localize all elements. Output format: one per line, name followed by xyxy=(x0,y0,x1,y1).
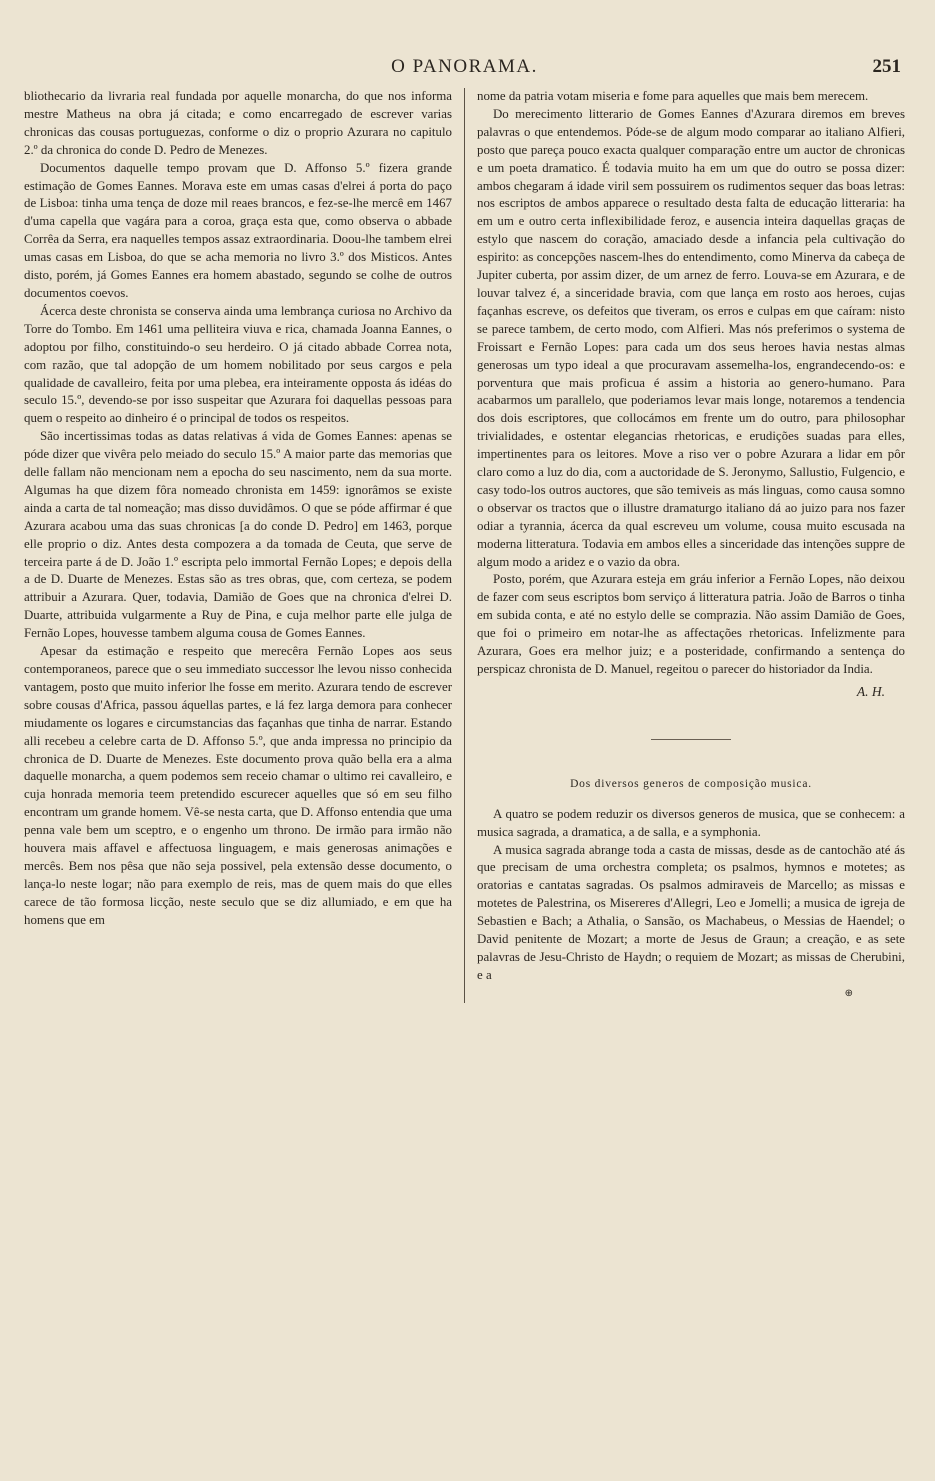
paragraph: bliothecario da livraria real fundada por aquelle monarcha, do que nos informa mestre Matheus na obra já citada; e como encarregado de escrever varias chronicas das cousas portuguezas, conforme o diz o proprio Azurara no capitulo 2.º da chronica do conde D. Pedro de Menezes. xyxy=(24,89,452,157)
section-divider xyxy=(651,739,731,740)
paragraph: São incertissimas todas as datas relativas á vida de Gomes Eannes: apenas se póde dizer que vivêra pelo meiado do seculo 15.º A maior parte das memorias que delle fallam não mencionam nem a epocha do seu nascimento, nem da sua morte. Algumas ha que dizem fôra nomeado chronista em 1459: ignorâmos se existe ainda a carta de tal nomeação; mas disso duvidâmos. O que se póde affirmar é que Azurara acabou uma das suas chronicas [a do conde D. Pedro] em 1463, porque elle proprio o diz. Antes desta compozera a da tomada de Ceuta, que serve de terceira parte á de D. João 1.º escripta pelo immortal Fernão Lopes; e depois della a de D. Duarte de Menezes. Estas são as tres obras, que, com certeza, se podem attribuir a Azurara. Quer, todavia, Damião de Goes que na chronica d'elrei D. Duarte, attribuida vulgarmente a Ruy de Pina, e cuja melhor parte elle julga de Fernão Lopes, houvesse tambem alguma cousa de Gomes Eannes. xyxy=(24,429,452,641)
end-mark: ⊕ xyxy=(844,987,853,999)
paragraph: Ácerca deste chronista se conserva ainda uma lembrança curiosa no Archivo da Torre do Tombo. Em 1461 uma pelliteira viuva e rica, chamada Joanna Eannes, o adoptou por filho, constituindo-o seu herdeiro. O já citado abbade Correa nota, com razão, que tal adopção de um homem nobilitado por seus cargos e pela qualidade de cavalleiro, feita por uma plebea, era inteiramente opposta ás idéas do seculo 15.º, devendo-se por isso suspeitar que Azurara foi daquellas pessoas para quem o respeito ao dinheiro é o principal de todos os respeitos. xyxy=(24,303,452,426)
paragraph: A musica sagrada abrange toda a casta de missas, desde as de cantochão até ás que precisam de uma orchestra completa; os psalmos, hymnos e motetes; as oratorias e cantatas sagradas. Os psalmos admiraveis de Marcello; as missas e motetes de Palestrina, os Misereres d'Allegri, Leo e Jomelli; a musica de igreja de Sebastien e Bach; a Athalia, o Sansão, os Machabeus, o Messias de Haendel; o David penitente de Mozart; a morte de Jesus de Graun; a creação, e as sete palavras de Jesu-Christo de Haydn; o requiem de Mozart; as missas de Cherubini, e a xyxy=(477,842,905,982)
right-column xyxy=(464,88,905,1003)
paragraph: Documentos daquelle tempo provam que D. Affonso 5.º fizera grande estimação de Gomes Eannes. Morava este em umas casas d'elrei á porta do paço de Lisboa: tinha uma tença de doze mil reaes brancos, e fez-se-lhe mercê em 1467 d'uma capella que vagára para a coroa, graça esta que, como observa o abbade Corrêa da Serra, era naquelles tempos assaz extraordinaria. Doou-lhe tambem elrei umas casas em Lisboa, do que se acha memoria no livro 3.º dos Misticos. Antes disto, porém, já Gomes Eannes era homem abastado, segundo se colhe de outros documentos coevos. xyxy=(24,160,452,300)
page-number: 251 xyxy=(872,56,901,77)
paragraph: nome da patria votam miseria e fome para aquelles que mais bem merecem. xyxy=(477,89,869,103)
text-columns xyxy=(24,88,905,1003)
paragraph: Posto, porém, que Azurara esteja em gráu inferior a Fernão Lopes, não deixou de fazer com seus escriptos bom serviço á litteratura patria. João de Barros o tinha em subida conta, e até no estylo delle se comprazia. Não assim Damião de Goes, que foi o primeiro em notar-lhe as affectações rhetoricas. Infelizmente para Azurara, Goes era melhor juiz; e a posteridade, confirmando a sentença do perspicaz chronista de D. Manuel, regeitou o parecer do historiador da India. xyxy=(477,572,905,676)
paragraph: Apesar da estimação e respeito que merecêra Fernão Lopes aos seus contemporaneos, parece que o seu immediato successor lhe levou nisso conhecida vantagem, posto que muito inferior lhe fosse em merito. Azurara tendo de escrever sobre cousas d'Africa, passou áquellas partes, e lá fez larga demora para conhecer miudamente os logares e circumstancias das façanhas que tinha de narrar. Estando alli recebeu a celebre carta de D. Affonso 5.º, que anda impressa no principio da chronica de D. Duarte de Menezes. Este documento prova quão bella era a alma daquelle monarcha, a quem podemos sem receio chamar o ultimo rei cavalleiro, e cuja honrada memoria teem pretendido escurecer aquelles que só em seu filho encontram um grande homem. Vê-se nesta carta, que D. Affonso entendia que uma penna vale bem um sceptro, e o engenho um throno. De irmão para irmão não houvera mais affavel e affectuosa linguagem, e mais generosas animações e mercês. Bem nos pêsa que não seja possivel, pela extensão desse documento, o lança-lo neste logar; não para exemplo de reis, mas de quem mais do que elles carece de tão formosa licção, neste seculo que se diz allumiado, e em que ha homens que em xyxy=(24,644,452,927)
author-signature: A. H. xyxy=(856,683,885,699)
section-heading: Dos diversos generos de composição musica. xyxy=(570,777,812,790)
left-column xyxy=(24,88,464,1003)
paragraph: A quatro se podem reduzir os diversos generos de musica, que se conhecem: a musica sagrada, a dramatica, a de salla, e a symphonia. xyxy=(477,806,905,839)
paragraph: Do merecimento litterario de Gomes Eannes d'Azurara diremos em breves palavras o que entendemos. Póde-se de algum modo comparar ao italiano Alfieri, posto que pareça pouco exacta qualquer comparação entre um auctor de chronicas e um poeta dramatico. É todavia muito ha em um que do outro se possa dizer: ambos chegaram á idade viril sem possuirem os rudimentos sequer das boas letras: nos escriptos de ambos apparece o resultado desta falta de educação litteraria: ha em um e outro certa inflexibilidade feroz, e ausencia inteira daquellas graças de estylo que nascem do coração, amaciado desde a infancia pela cultivação do espirito: as concepções nascem-lhes do entendimento, como Minerva da cabeça de Jupiter cuberta, por assim dizer, de um arnez de ferro. Louva-se em Azurara, e de louvar talvez é, a sinceridade bravia, com que lança em rosto aos heroes, cujas façanhas escreve, os defeitos que tiveram, os erros e culpas em que caíram: nisto se parece tambem, de certo modo, com Alfieri. Mas nós preferimos o systema de Froissart e Fernão Lopes: para cada um dos seus heroes havia nestas almas generosas um typo ideal a que procuravam assemelha-los, engrandecendo-os: e porventura que mais proficua é assim a historia ao genero-humano. Para acabarmos um parallelo, que poderiamos levar mais longe, notaremos a tendencia dos dois escriptores, que collocámos em frente um do outro, para philosophar trivialidades, e ostentar elegancias rhetoricas, e erudições suadas para elles, impertinentes para os leitores. Move a riso ver o pobre Azurara a lidar em pôr claro como a luz do dia, com a auctoridade de S. Jeronymo, Sallustio, Fulgencio, e casy todo-los outros auctores, que são temiveis as más linguas, como causa somno o observar os tractos que o illustre dramaturgo italiano dá ao juizo para nos fazer odiar a tyrannia, ácerca da qual escreveu um volume, cousa muito escusada na moderna litteratura. Todavia em ambos elles a sinceridade das intenções suppre de algum modo a aridez e o vazio da obra. xyxy=(477,106,905,569)
running-title: O PANORAMA. xyxy=(391,56,538,77)
page-header xyxy=(24,56,905,88)
